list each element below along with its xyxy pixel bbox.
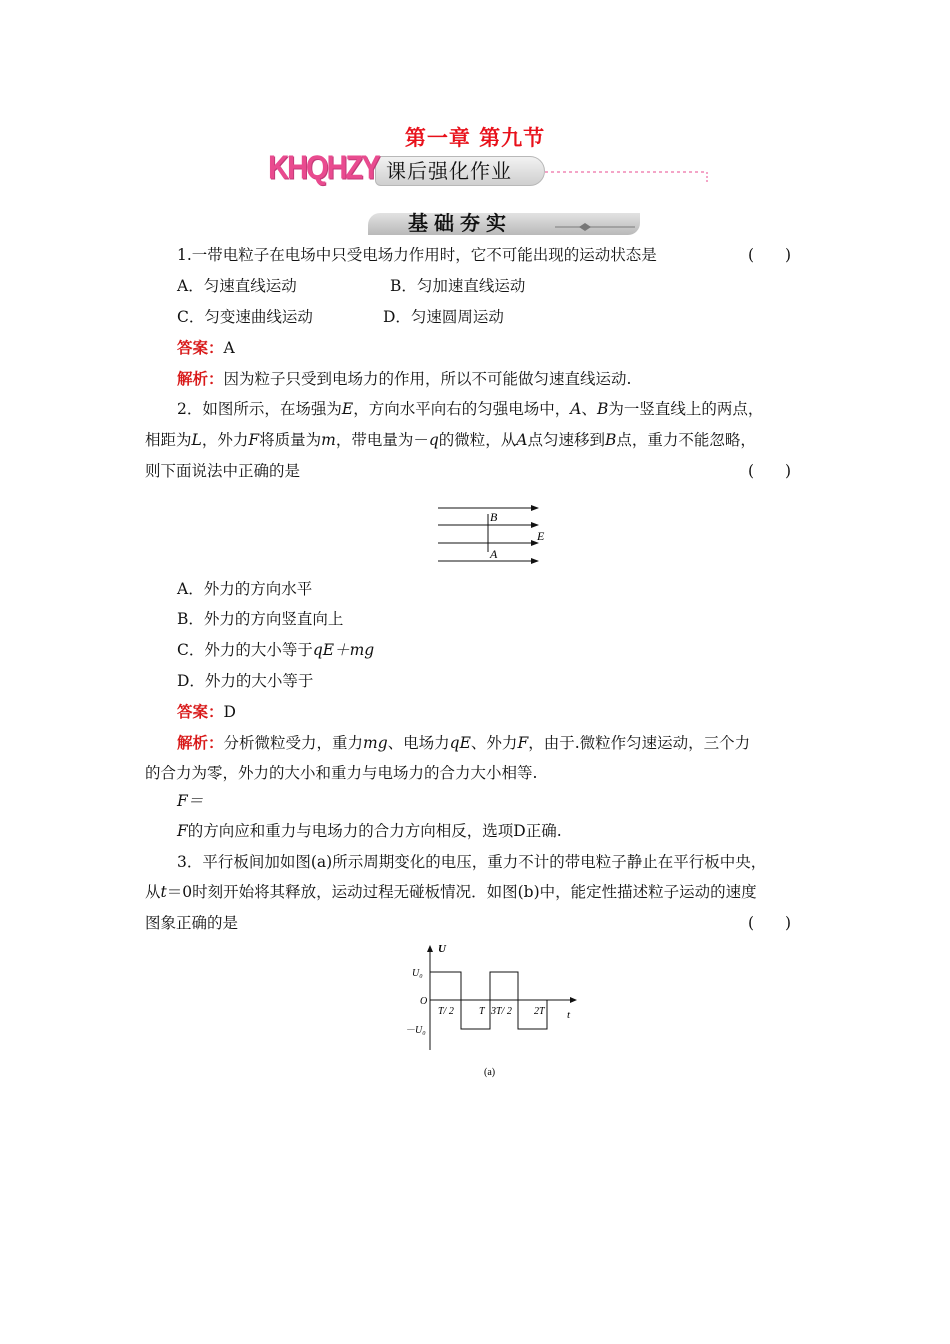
point-a-label: A [490, 547, 498, 561]
q2-option-d: D．外力的大小等于 [177, 672, 314, 690]
chapter-title: 第一章 第九节 [404, 125, 546, 150]
banner-logo: KHQHZY [268, 149, 379, 187]
q2-stem-line1: 2．如图所示，在场强为E，方向水平向右的匀强电场中，A、B为一竖直线上的两点， [177, 400, 764, 418]
analysis-text: 因为粒子只受到电场力的作用，所以不可能做匀速直线运动. [223, 370, 632, 388]
t-axis-label: t [567, 1009, 571, 1021]
q2-option-c: C．外力的大小等于qE＋mg [177, 641, 375, 659]
answer-label: 答案： [177, 702, 224, 721]
q2-stem-line3: 则下面说法中正确的是 [145, 462, 301, 480]
q2-answer-paren: ( ) [748, 462, 792, 480]
section-bar-ornament [555, 220, 645, 234]
origin-label: O [420, 996, 428, 1007]
tick-2t: 2T [534, 1006, 545, 1017]
q1-analysis [177, 368, 857, 390]
answer-value: A [223, 339, 235, 357]
q3-stem-line2: 从t＝0时刻开始将其释放，运动过程无碰板情况．如图(b)中，能定性描述粒子运动的速度 [145, 883, 757, 901]
u-axis-label: U [438, 943, 446, 955]
q1-option-d: D．匀速圆周运动 [383, 308, 504, 326]
q1-answer [177, 337, 857, 359]
q2-analysis-line1: 解析：分析微粒受力，重力mg、电场力qE、外力F，由于.微粒作匀速运动，三个力 [177, 733, 751, 752]
q1-stem: 1.一带电粒子在电场中只受电场力作用时，它不可能出现的运动状态是 [177, 246, 657, 264]
q2-option-a: A．外力的方向水平 [177, 580, 313, 598]
section-title: 基础夯实 [408, 211, 512, 235]
tick-t: T [479, 1006, 485, 1017]
q1-answer-paren: ( ) [748, 246, 792, 264]
banner-dashed-line [545, 168, 715, 190]
banner-label: 课后强化作业 [375, 156, 545, 186]
q2-force-equation: F＝ [177, 792, 204, 810]
q2-analysis-line4: F的方向应和重力与电场力的合力方向相反，选项D正确. [177, 822, 562, 840]
q2-analysis-line2: 的合力为零，外力的大小和重力与电场力的合力大小相等. [145, 764, 538, 782]
point-b-label: B [490, 510, 498, 524]
electric-field-figure [430, 500, 560, 568]
q2-answer [177, 701, 857, 723]
q3-answer-paren: ( ) [748, 914, 792, 932]
answer-label: 答案： [177, 338, 224, 357]
u0-label: U₀ [412, 968, 423, 979]
analysis-label: 解析： [177, 733, 224, 752]
neg-u0-label: －U₀ [405, 1025, 426, 1036]
q3-stem-line3: 图象正确的是 [145, 914, 239, 932]
figure-caption: (a) [484, 1067, 496, 1078]
tick-t-half: T/ 2 [438, 1006, 454, 1017]
q1-option-c: C．匀变速曲线运动 [177, 308, 313, 326]
field-e-label: E [537, 529, 545, 543]
q2-stem-line2: 相距为L，外力F将质量为m，带电量为－q的微粒，从A点匀速移到B点，重力不能忽略， [145, 431, 756, 449]
answer-value: D [223, 703, 236, 721]
analysis-label: 解析： [177, 369, 224, 388]
tick-3t-half: 3T/ 2 [491, 1006, 512, 1017]
q1-option-a: A．匀速直线运动 [177, 277, 297, 295]
q3-stem-line1: 3．平行板间加如图(a)所示周期变化的电压，重力不计的带电粒子静止在平行板中央， [177, 853, 767, 871]
q2-option-b: B．外力的方向竖直向上 [177, 610, 344, 628]
voltage-square-wave-figure [400, 940, 590, 1080]
q1-option-b: B．匀加速直线运动 [390, 277, 526, 295]
